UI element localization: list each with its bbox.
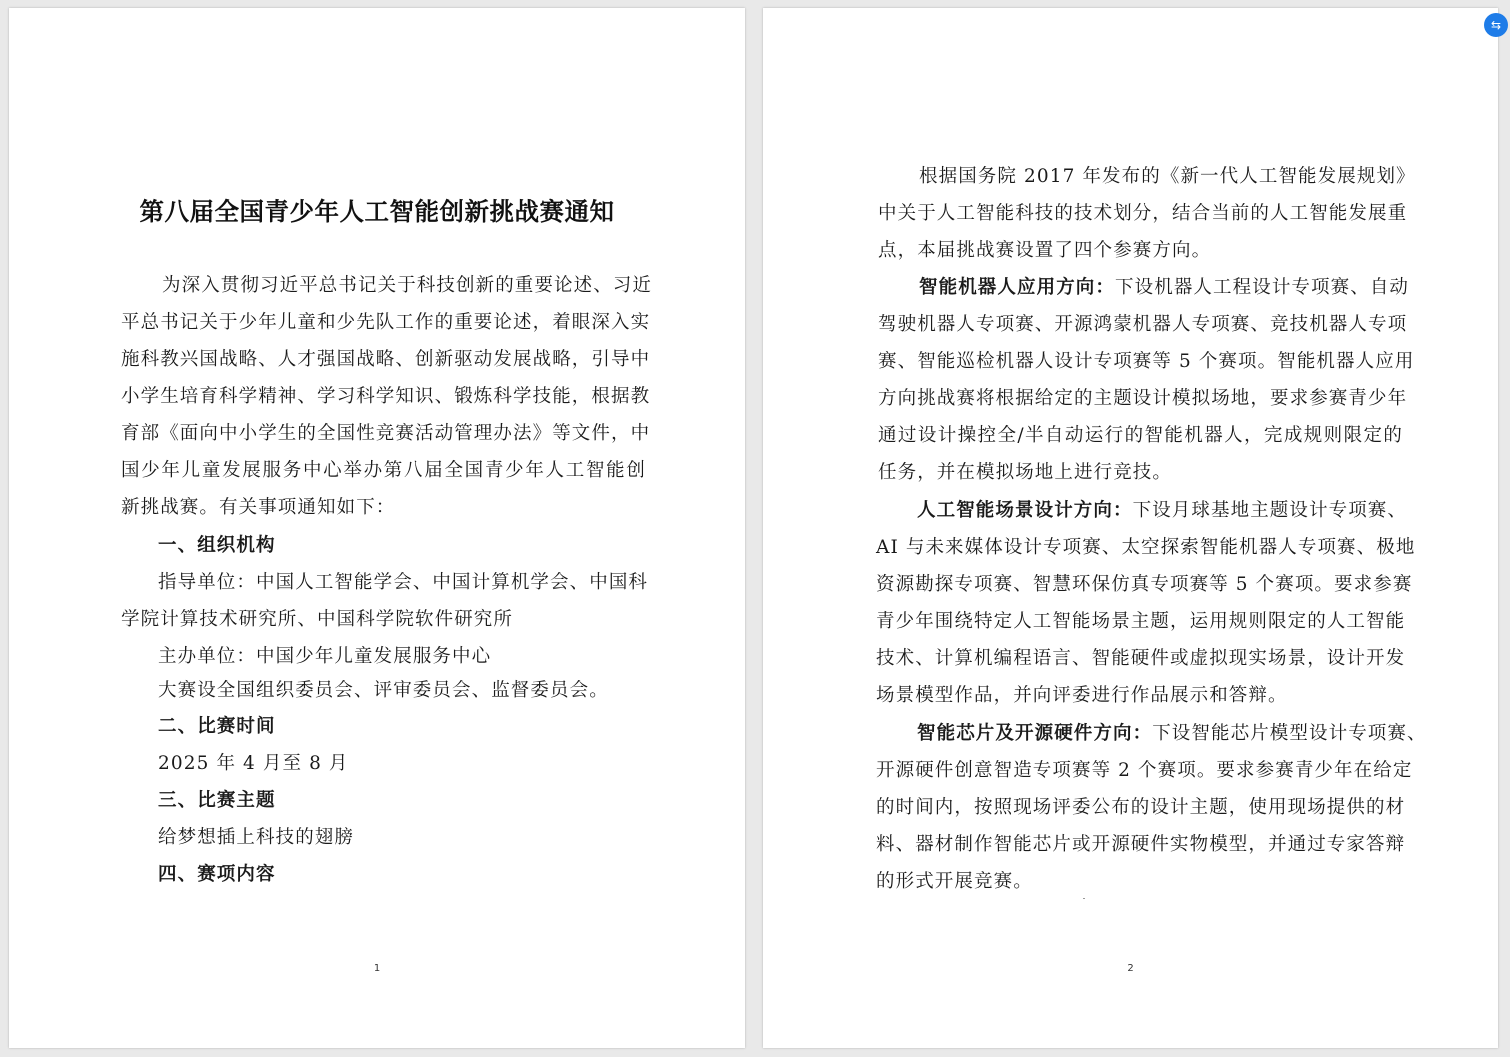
page-number: 2: [1127, 963, 1134, 974]
text-line: 根据国务院 2017 年发布的《新一代人工智能发展规划》: [919, 166, 1416, 187]
text-line: 平总书记关于少年儿童和少先队工作的重要论述，着眼深入实: [121, 312, 651, 333]
text-line: 方向挑战赛将根据给定的主题设计模拟场地，要求参赛青少年: [878, 388, 1408, 409]
scene-direction-paragraph: [876, 492, 1416, 714]
text-line: 中关于人工智能科技的技术划分，结合当前的人工智能发展重: [878, 203, 1408, 224]
scene-direction-label: 人工智能场景设计方向：: [917, 500, 1133, 521]
text-line: 资源勘探专项赛、智慧环保仿真专项赛等 5 个赛项。要求参赛: [876, 574, 1413, 595]
host-value: 中国少年儿童发展服务中心: [256, 646, 492, 667]
section-heading-time: 二、比赛时间: [158, 716, 276, 737]
text-line: 驾驶机器人专项赛、开源鸿蒙机器人专项赛、竞技机器人专项: [878, 314, 1408, 335]
text-segment: 下设机器人工程设计专项赛、自动: [1115, 277, 1410, 298]
robot-direction-paragraph: [878, 269, 1415, 491]
document-title: 第八届全国青少年人工智能创新挑战赛通知: [139, 197, 615, 226]
text-line: 场景模型作品，并向评委进行作品展示和答辩。: [876, 685, 1288, 706]
text-line: 青少年围绕特定人工智能场景主题，运用规则限定的人工智能: [876, 611, 1406, 632]
host-unit: [158, 638, 648, 709]
text-line: 技术、计算机编程语言、智能硬件或虚拟现实场景，设计开发: [876, 648, 1406, 669]
text-line: 料、器材制作智能芯片或开源硬件实物模型，并通过专家答辩: [876, 834, 1406, 855]
text-line: 的时间内，按照现场评委公布的设计主题，使用现场提供的材: [876, 797, 1406, 818]
theme-value: 给梦想插上科技的翅膀: [158, 827, 355, 848]
page-number: 1: [373, 963, 381, 974]
section-heading-theme: 三、比赛主题: [158, 790, 276, 811]
host-label: 主办单位：: [158, 646, 257, 667]
speck: [1083, 898, 1085, 899]
text-line: 赛、智能巡检机器人设计专项赛等 5 个赛项。智能机器人应用: [878, 351, 1415, 372]
text-line: 国少年儿童发展服务中心举办第八届全国青少年人工智能创: [121, 460, 646, 481]
section-heading-events: 四、赛项内容: [158, 864, 276, 885]
text-line: 的形式开展竞赛。: [876, 871, 1033, 892]
intro-paragraph: [121, 267, 653, 526]
text-line: 学院计算技术研究所、中国科学院软件研究所: [121, 609, 514, 630]
document-page-1: [9, 8, 745, 1048]
section-heading-organization: 一、组织机构: [158, 535, 276, 556]
intro-paragraph-2: [878, 158, 1416, 269]
text-line: AI 与未来媒体设计专项赛、太空探索智能机器人专项赛、极地: [876, 537, 1416, 558]
text-line: 施科教兴国战略、人才强国战略、创新驱动发展战略，引导中: [121, 349, 651, 370]
time-value: 2025 年 4 月至 8 月: [158, 753, 349, 774]
text-segment: 下设智能芯片模型设计专项赛、: [1152, 723, 1427, 744]
robot-direction-label: 智能机器人应用方向：: [919, 277, 1116, 298]
text-segment: 下设月球基地主题设计专项赛、: [1132, 500, 1408, 521]
guide-units: [121, 564, 649, 638]
text-line: 通过设计操控全/半自动运行的智能机器人，完成规则限定的: [878, 425, 1403, 446]
text-line: 为深入贯彻习近平总书记关于科技创新的重要论述、习近: [162, 275, 653, 296]
text-line: 小学生培育科学精神、学习科学知识、锻炼科学技能，根据教: [121, 386, 651, 407]
guide-value: 中国人工智能学会、中国计算机学会、中国科: [256, 572, 649, 593]
text-line: 任务，并在模拟场地上进行竞技。: [878, 462, 1173, 483]
chip-direction-paragraph: [876, 715, 1427, 900]
text-line: 育部《面向中小学生的全国性竞赛活动管理办法》等文件，中: [121, 423, 651, 444]
text-line: 开源硬件创意智造专项赛等 2 个赛项。要求参赛青少年在给定: [876, 760, 1413, 781]
document-page-2: [763, 8, 1502, 1048]
text-line: 新挑战赛。有关事项通知如下：: [121, 497, 396, 518]
chip-direction-label: 智能芯片及开源硬件方向：: [917, 723, 1153, 744]
guide-label: 指导单位：: [158, 572, 257, 593]
sync-icon[interactable]: ⇆: [1484, 13, 1508, 37]
text-line: 点，本届挑战赛设置了四个参赛方向。: [878, 240, 1212, 261]
committee-line: 大赛设全国组织委员会、评审委员会、监督委员会。: [158, 680, 609, 701]
